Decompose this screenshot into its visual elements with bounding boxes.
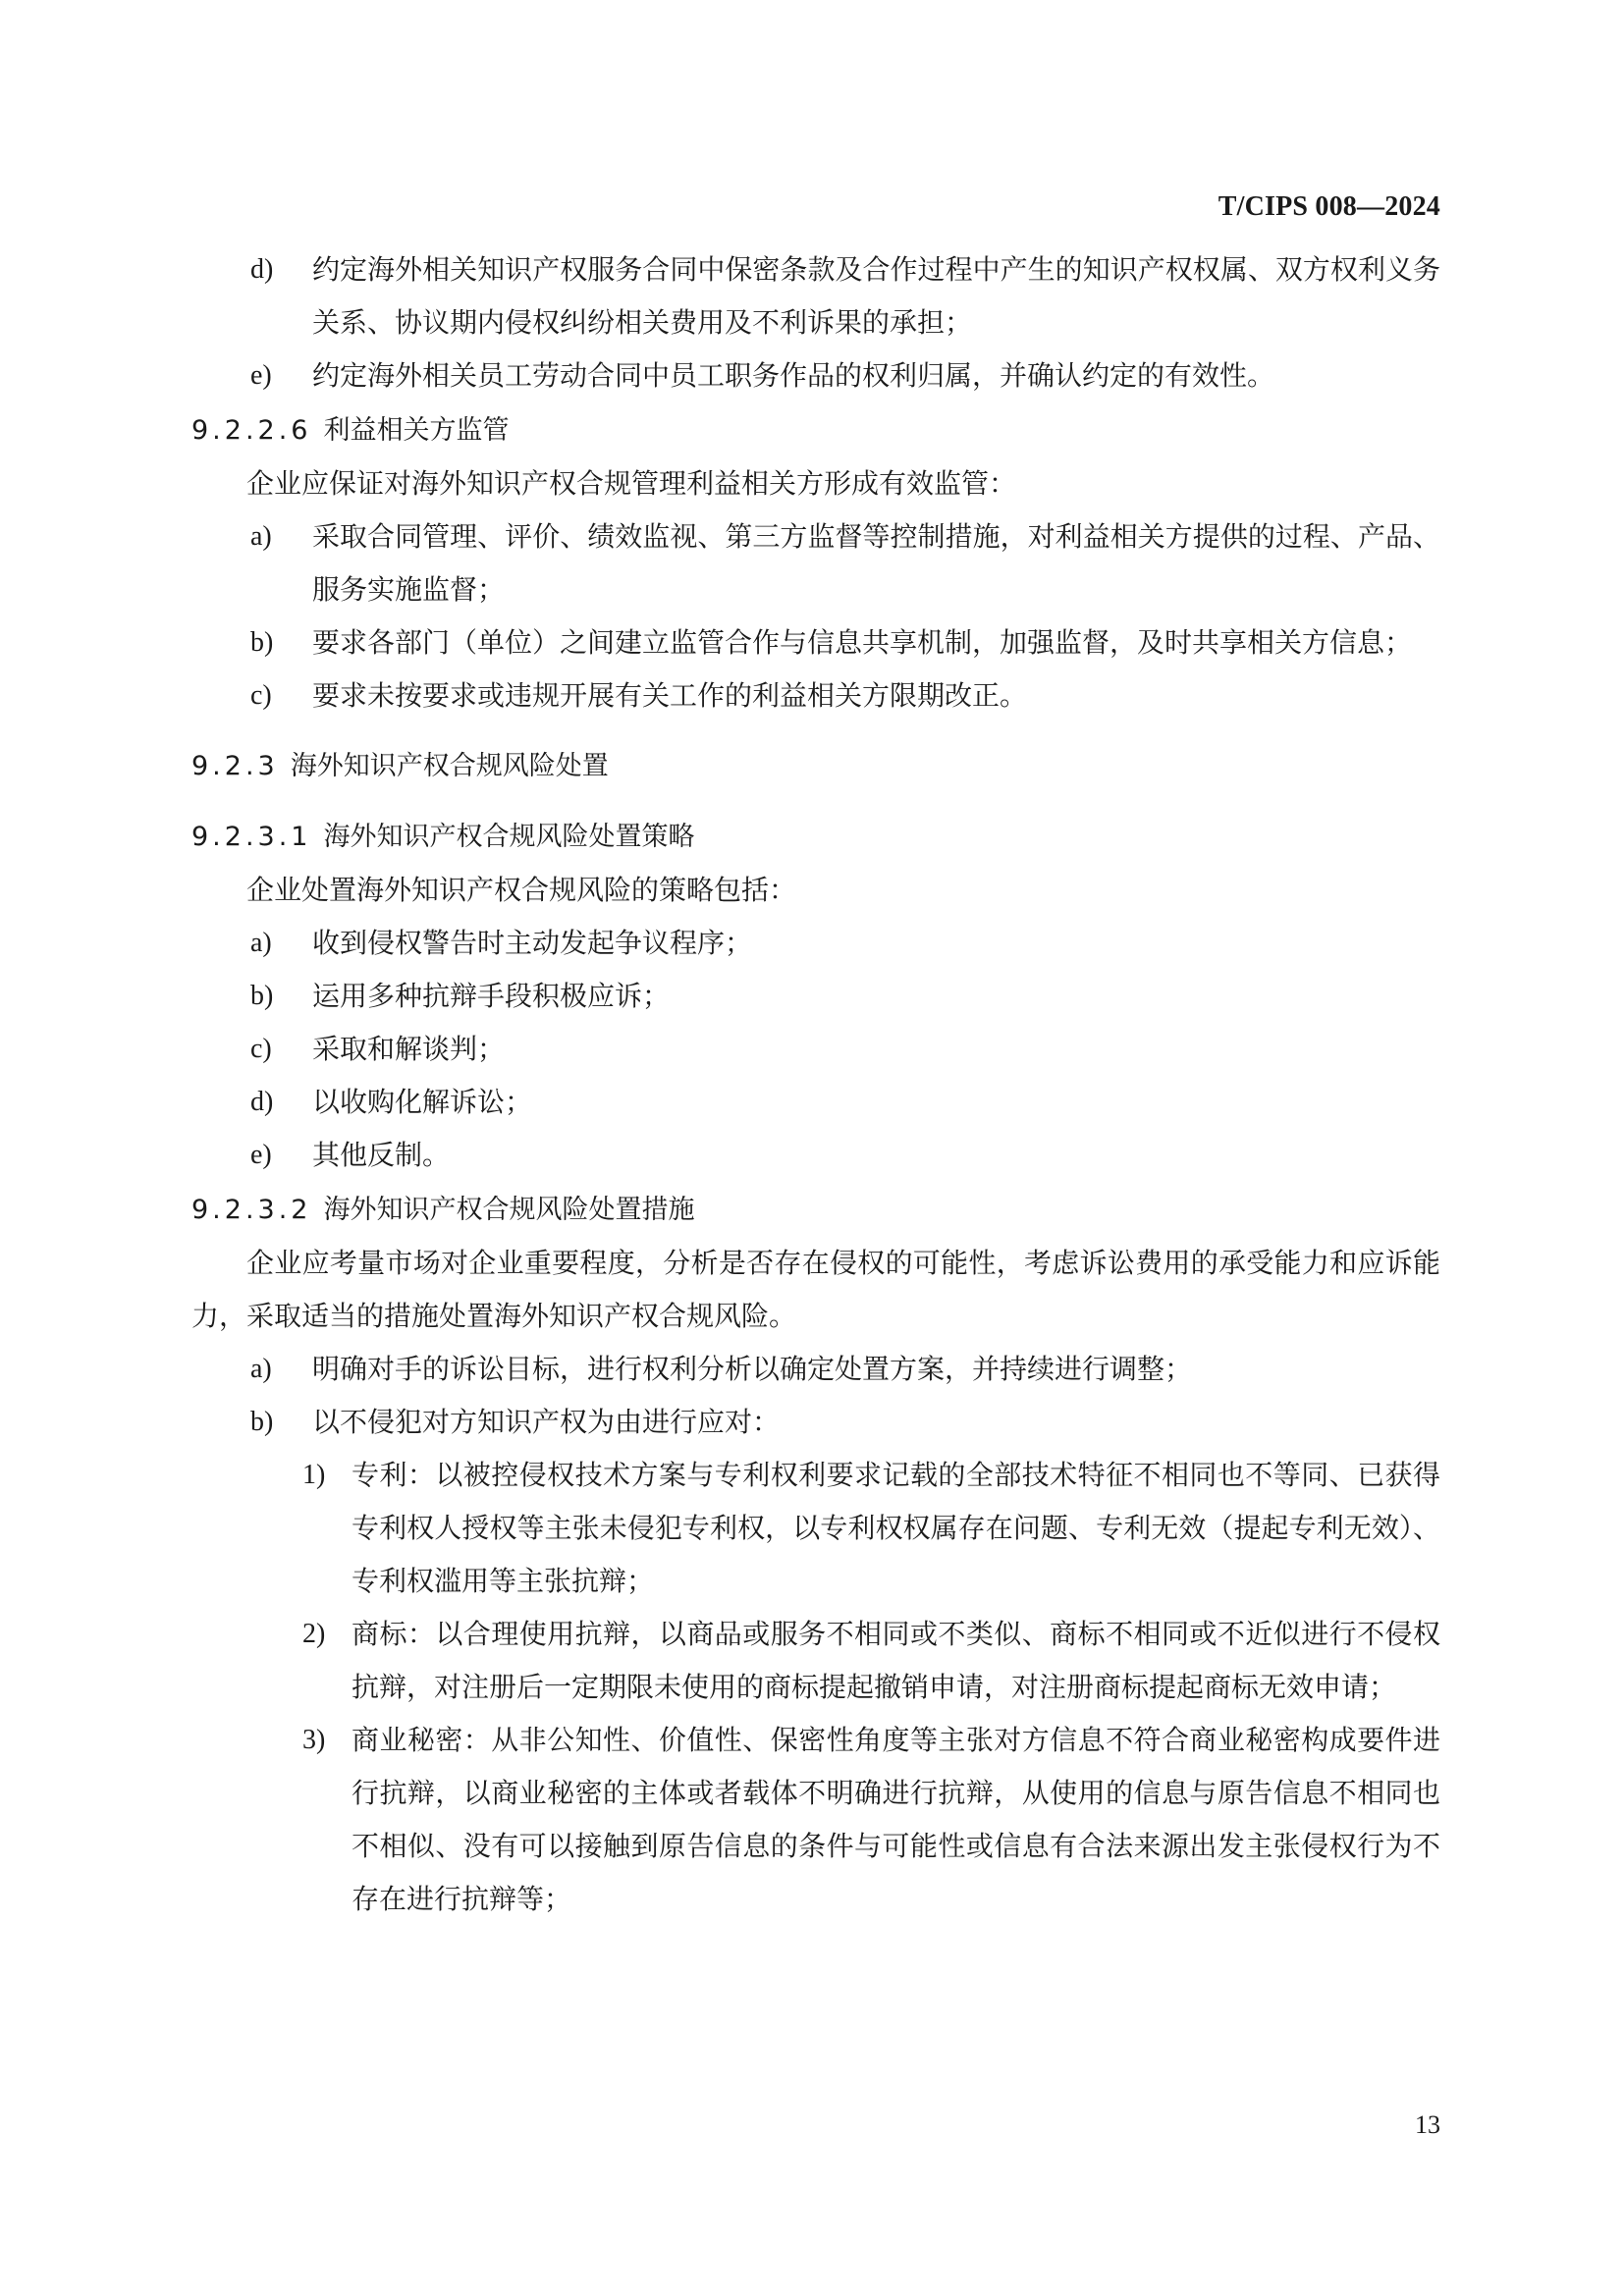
list-item <box>191 1343 1440 1396</box>
list-item-text: 明确对手的诉讼目标，进行权利分析以确定处置方案，并持续进行调整； <box>312 1353 1193 1385</box>
list-item-text: 运用多种抗辩手段积极应诉； <box>312 980 671 1012</box>
list-item-label: c) <box>250 680 272 711</box>
section-title: 海外知识产权合规风险处置 <box>290 751 609 781</box>
list-item-text: 采取和解谈判； <box>312 1033 506 1065</box>
section-title: 海外知识产权合规风险处置措施 <box>323 1195 695 1225</box>
list-item-label: a) <box>250 1354 272 1384</box>
list-item <box>191 243 1440 349</box>
sub-list-item-text: 商业秘密：从非公知性、价值性、保密性角度等主张对方信息不符合商业秘密构成要件进行抗辩，以商业秘密的主体或者载体不明确进行抗辩，从使用的信息与原告信息不相同也不相似、没有可以接触到原告信息的条件与可能性或信息有合法来源出发主张侵权行为不存在进行抗辩等； <box>352 1724 1440 1915</box>
list-item-label: c) <box>250 1034 272 1064</box>
sub-list-item-label: 1) <box>302 1460 326 1490</box>
section-heading-923 <box>191 740 1440 793</box>
list-item <box>191 510 1440 616</box>
document-code: T/CIPS 008—2024 <box>1218 191 1440 222</box>
list-item-text: 要求未按要求或违规开展有关工作的利益相关方限期改正。 <box>312 679 1028 712</box>
list-item <box>191 616 1440 669</box>
sub-list-item-text: 商标：以合理使用抗辩，以商品或服务不相同或不类似、商标不相同或不近似进行不侵权抗辩，对注册后一定期限未使用的商标提起撤销申请，对注册商标提起商标无效申请； <box>352 1618 1440 1703</box>
list-item-label: b) <box>250 981 274 1011</box>
list-item-text: 约定海外相关知识产权服务合同中保密条款及合作过程中产生的知识产权权属、双方权利义务关系、协议期内侵权纠纷相关费用及不利诉果的承担； <box>312 253 1440 339</box>
list-item-label: a) <box>250 521 272 552</box>
section-title: 海外知识产权合规风险处置策略 <box>323 822 695 852</box>
sub-list-item-label: 2) <box>302 1619 326 1649</box>
list-item-label: d) <box>250 1087 274 1117</box>
section-intro: 企业应保证对海外知识产权合规管理利益相关方形成有效监管： <box>246 467 1017 500</box>
sub-list-item-label: 3) <box>302 1725 326 1755</box>
list-item-text: 要求各部门（单位）之间建立监管合作与信息共享机制，加强监督，及时共享相关方信息； <box>312 626 1413 659</box>
list-item <box>191 349 1440 402</box>
section-intro: 企业处置海外知识产权合规风险的策略包括： <box>246 874 797 906</box>
list-item <box>191 970 1440 1023</box>
section-intro: 企业应考量市场对企业重要程度，分析是否存在侵权的可能性，考虑诉讼费用的承受能力和应诉能力，采取适当的措施处置海外知识产权合规风险。 <box>191 1247 1440 1332</box>
list-item-label: e) <box>250 1140 272 1170</box>
list-item-label: b) <box>250 627 274 658</box>
section-number: 9.2.3.2 <box>191 1195 312 1225</box>
document-body <box>191 243 1440 1926</box>
section-number: 9.2.3.1 <box>191 822 312 852</box>
list-item-label: b) <box>250 1407 274 1437</box>
list-item-text: 约定海外相关员工劳动合同中员工职务作品的权利归属，并确认约定的有效性。 <box>312 359 1275 392</box>
list-item-text: 收到侵权警告时主动发起争议程序； <box>312 927 753 959</box>
section-heading-9226 <box>191 404 1440 457</box>
page-number: 13 <box>1415 2110 1440 2139</box>
section-title: 利益相关方监管 <box>323 415 510 446</box>
sub-list-item <box>191 1714 1440 1926</box>
sub-list-item-text: 专利：以被控侵权技术方案与专利权利要求记载的全部技术特征不相同也不等同、已获得专利权人授权等主张未侵犯专利权，以专利权权属存在问题、专利无效（提起专利无效）、专利权滥用等主张抗辩； <box>352 1459 1440 1597</box>
section-number: 9.2.3 <box>191 751 279 781</box>
list-item <box>191 1076 1440 1129</box>
section-heading-9232 <box>191 1184 1440 1237</box>
section-number: 9.2.2.6 <box>191 415 312 446</box>
list-item <box>191 1396 1440 1449</box>
list-item <box>191 1129 1440 1182</box>
list-item-text: 以不侵犯对方知识产权为由进行应对： <box>312 1406 781 1438</box>
list-item-label: e) <box>250 360 272 391</box>
list-item <box>191 669 1440 722</box>
section-heading-9231 <box>191 811 1440 864</box>
list-item-text: 采取合同管理、评价、绩效监视、第三方监督等控制措施，对利益相关方提供的过程、产品、服务实施监督； <box>312 520 1440 606</box>
list-item-label: a) <box>250 928 272 958</box>
list-item <box>191 917 1440 970</box>
sub-list-item <box>191 1608 1440 1714</box>
list-item-text: 其他反制。 <box>312 1139 451 1171</box>
list-item <box>191 1023 1440 1076</box>
list-item-text: 以收购化解诉讼； <box>312 1086 533 1118</box>
sub-list-item <box>191 1449 1440 1608</box>
list-item-label: d) <box>250 254 274 285</box>
